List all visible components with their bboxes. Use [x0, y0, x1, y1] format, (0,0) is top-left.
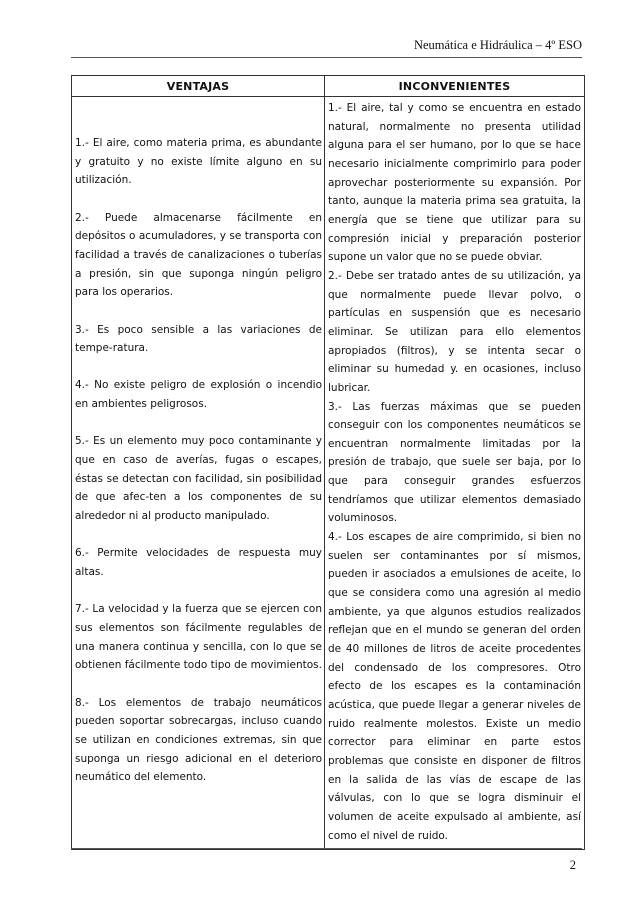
- ventaja-item-1: 1.- El aire, como materia prima, es abundante y gratuito y no existe límite alguno en su utilización.: [75, 137, 322, 187]
- comparison-table: [71, 75, 585, 850]
- ventajas-cell: [72, 97, 325, 850]
- table-row: [72, 97, 585, 850]
- inconveniente-item-3: 3.- Las fuerzas máximas que se pueden conseguir con los componentes neumáticos se encuentran normalmente limitadas por la presión de trabajo, que suele ser baja, por lo que para conseguir grandes esfuerzos tendríamos que utilizar elementos demasiado voluminosos.: [328, 400, 581, 525]
- inconveniente-item-4: 4.- Los escapes de aire comprimido, si bien no suelen ser contaminantes por sí mismos, pueden ir asociados a emulsiones de aceite, lo que se considera como una agresión al medio ambiente, ya que algunos estudios realizados reflejan que en el mundo se generan del orden de 40 millones de litros de aceite procedentes del condensado de los compresores. Otro efecto de los escapes es la contaminación acústica, que puede llegar a generar niveles de ruido realmente molestos. Existe un medio corrector para eliminar en parte estos problemas que consiste en disponer de filtros en la salida de las vías de escape de las válvulas, con lo que se logra disminuir el volumen de aceite expulsado al ambiente, así como el nivel de ruido.: [328, 531, 581, 842]
- table-header-row: [72, 76, 585, 97]
- footer-divider: [71, 848, 582, 849]
- running-header: Neumática e Hidráulica – 4º ESO: [413, 38, 582, 52]
- ventaja-item-3: 3.- Es poco sensible a las variaciones de tempe-ratura.: [75, 323, 322, 355]
- ventaja-item-5: 5.- Es un elemento muy poco contaminante y que en caso de averías, fugas o escapes, éstas se detectan con facilidad, sin posibilidad de que afec-ten a los componentes de su alrededor ni al producto manipulado.: [75, 435, 322, 523]
- ventaja-item-4: 4.- No existe peligro de explosión o incendio en ambientes peligrosos.: [75, 379, 322, 411]
- ventaja-item-2: 2.- Puede almacenarse fácilmente en depósitos o acumuladores, y se transporta con facilidad a través de canalizaciones o tuberías a presión, sin que suponga ningún peligro para los operarios.: [75, 211, 322, 299]
- ventaja-item-8: 8.- Los elementos de trabajo neumáticos pueden soportar sobrecargas, incluso cuando se utilizan en condiciones extremas, sin que suponga un riesgo adicional en el deterioro neumático del elemento.: [75, 696, 322, 784]
- column-header-inconvenientes: INCONVENIENTES: [325, 76, 585, 97]
- ventaja-item-7: 7.- La velocidad y la fuerza que se ejercen con sus elementos son fácilmente regulables de una manera continua y sencilla, con lo que se obtienen fácilmente todo tipo de movimientos.: [75, 603, 322, 672]
- inconveniente-item-2: 2.- Debe ser tratado antes de su utilización, ya que normalmente puede llevar polvo, o partículas en suspensión que es necesario eliminar. Se utilizan para ello elementos apropiados (filtros), y se intenta secar o eliminar su humedad y. en ocasiones, incluso lubricar.: [328, 269, 581, 394]
- page-number: 2: [569, 858, 576, 872]
- inconveniente-item-1: 1.- El aire, tal y como se encuentra en estado natural, normalmente no presenta utilidad alguna para el ser humano, por lo que se hace necesario inicialmente comprimirlo para poder aprovechar posteriormente su expansión. Por tanto, aunque la materia prima sea gratuita, la energía que se tiene que utilizar para su compresión inicial y preparación posterior supone un valor que no se puede obviar.: [328, 102, 581, 264]
- inconvenientes-cell: [325, 97, 585, 850]
- header-divider: [71, 57, 582, 58]
- column-header-ventajas: VENTAJAS: [72, 76, 325, 97]
- ventaja-item-6: 6.- Permite velocidades de respuesta muy altas.: [75, 547, 322, 579]
